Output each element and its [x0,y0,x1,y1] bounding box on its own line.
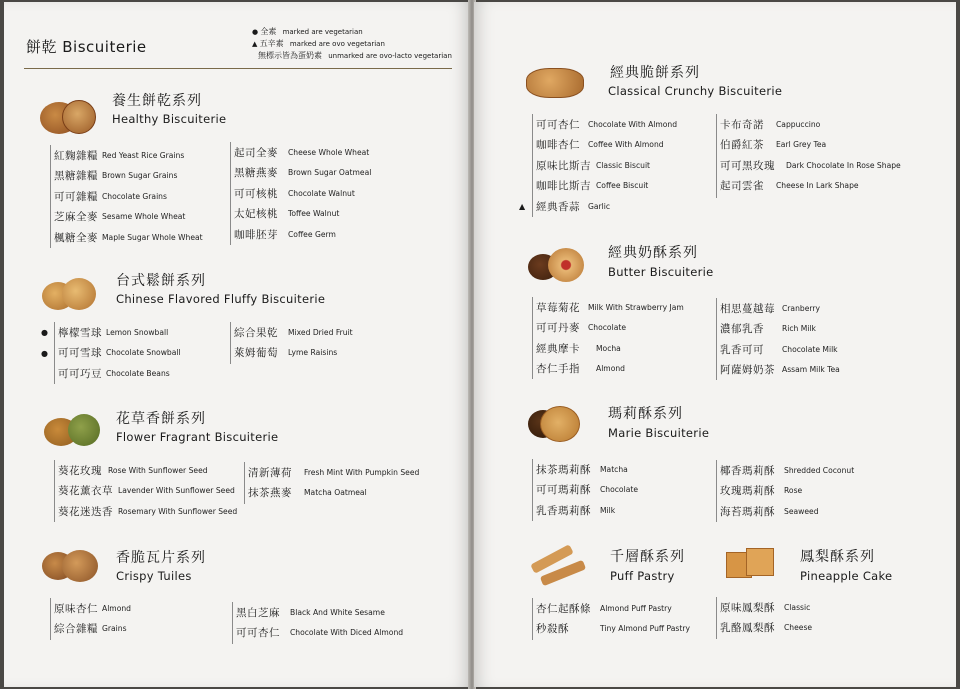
tuiles-list-1 [50,598,131,640]
section-subtitle-marie: Marie Biscuiterie [608,426,710,440]
list-item: 杏仁起酥條 Almond Puff Pastry [536,602,672,615]
list-item: 乳香可可 Chocolate Milk [720,343,838,356]
puff-list [532,598,690,640]
list-item: 阿薩姆奶茶 Assam Milk Tea [720,364,840,377]
list-item: ● 可可雪球 Chocolate Snowball [41,347,181,360]
section-title-marie: 瑪莉酥系列 [608,406,683,422]
list-item: ▲ 經典香蒜 Garlic [519,200,611,213]
list-item: 可可杏仁 Chocolate With Diced Almond [236,627,404,640]
list-item: 海苔瑪莉酥 Seaweed [720,505,819,518]
list-item: 原味比斯吉 Classic Biscuit [536,159,651,172]
list-item: 綜合雜糧 Grains [54,623,127,636]
section-subtitle-puff: Puff Pastry [610,569,675,583]
legend-row-vegetarian: ● 全素 marked are vegetarian [252,27,363,36]
list-item: 抹茶燕麥 Matcha Oatmeal [248,487,367,500]
list-item: 可可雜糧 Chocolate Grains [54,190,167,203]
crunchy-list-1 [519,114,678,217]
list-item: 咖啡杏仁 Coffee With Almond [536,139,664,152]
section-title-butter: 經典奶酥系列 [608,245,698,261]
section-title-crunchy: 經典脆餅系列 [610,65,700,81]
list-item: 可可核桃 Chocolate Walnut [234,187,355,200]
list-item: 萊姆葡萄 Lyme Raisins [234,347,338,360]
section-title-flower: 花草香餅系列 [116,411,206,427]
vegetarian-mark-icon: ● [41,348,48,358]
list-item: 綜合果乾 Mixed Dried Fruit [234,326,353,339]
list-item: 可可丹麥 Chocolate [536,322,626,335]
list-item: 可可瑪莉酥 Chocolate [536,484,638,497]
healthy-list-2 [230,142,371,245]
flower-list-1 [54,460,237,522]
marie-list-1 [532,459,638,521]
list-item: 卡布奇諾 Cappuccino [720,118,821,131]
list-item: ● 檸檬雪球 Lemon Snowball [41,326,169,339]
list-item: 咖啡比斯吉 Coffee Biscuit [536,180,649,193]
fluffy-list-1 [41,322,181,384]
list-item: 草莓菊花 Milk With Strawberry Jam [536,301,684,314]
page-title: 餅乾 Biscuiterie [26,38,147,56]
list-item: 起司全麥 Cheese Whole Wheat [234,146,370,159]
list-item: 芝麻全麥 Sesame Whole Wheat [54,211,186,224]
fluffy-list-2 [230,322,353,364]
section-subtitle-butter: Butter Biscuiterie [608,265,714,279]
healthy-list-1 [50,145,203,248]
section-title-pineapple: 鳳梨酥系列 [800,549,875,565]
list-item: 玫瑰瑪莉酥 Rose [720,485,803,498]
list-item: 經典摩卡 Mocha [536,342,621,355]
list-item: 葵花薰衣草 Lavender With Sunflower Seed [58,485,235,498]
dot-icon: ● [252,28,259,36]
list-item: 黑糖燕麥 Brown Sugar Oatmeal [234,167,372,180]
section-title-fluffy: 台式鬆餅系列 [116,273,206,289]
list-item: 可可黑玫瑰 Dark Chocolate In Rose Shape [720,159,901,172]
left-page [4,2,470,687]
section-subtitle-flower: Flower Fragrant Biscuiterie [116,430,279,444]
list-item: 起司雲雀 Cheese In Lark Shape [720,180,859,193]
section-subtitle-fluffy: Chinese Flavored Fluffy Biscuiterie [116,292,326,306]
list-item: 黑糖雜糧 Brown Sugar Grains [54,170,178,183]
section-title-puff: 千層酥系列 [610,549,685,565]
list-item: 紅麴雜糧 Red Yeast Rice Grains [54,149,185,162]
list-item: 椰香瑪莉酥 Shredded Coconut [720,464,855,477]
pineapple-list [716,597,812,639]
butter-list-2 [716,298,840,380]
section-subtitle-healthy: Healthy Biscuiterie [112,112,227,126]
legend-row-ovo: ▲ 五辛素 marked are ovo vegetarian [252,39,385,48]
list-item: 濃郁乳香 Rich Milk [720,323,816,336]
list-item: 抹茶瑪莉酥 Matcha [536,463,628,476]
legend [252,26,452,62]
list-item: 咖啡胚芽 Coffee Germ [234,228,336,241]
list-item: 伯爵紅茶 Earl Grey Tea [720,139,827,152]
butter-list-1 [532,297,684,379]
vegetarian-mark-icon: ● [41,328,48,337]
section-title-healthy: 養生餅乾系列 [112,93,202,109]
list-item: 葵花玫瑰 Rose With Sunflower Seed [58,464,208,477]
triangle-icon: ▲ [252,40,258,48]
list-item: 可可杏仁 Chocolate With Almond [536,118,678,131]
section-title-tuiles: 香脆瓦片系列 [116,550,206,566]
list-item: 乳酪鳳梨酥 Cheese [720,622,813,635]
header-divider [24,68,452,69]
flower-list-2 [244,462,419,504]
tuiles-list-2 [232,602,403,644]
list-item: 清新薄荷 Fresh Mint With Pumpkin Seed [248,466,420,479]
list-item: 楓糖全麥 Maple Sugar Whole Wheat [54,231,203,244]
list-item: 相思蔓越莓 Cranberry [720,302,820,315]
list-item: 原味杏仁 Almond [54,602,131,615]
section-subtitle-pineapple: Pineapple Cake [800,569,893,583]
list-item: 葵花迷迭香 Rosemary With Sunflower Seed [58,505,238,518]
list-item: 秒殺酥 Tiny Almond Puff Pastry [536,623,690,636]
list-item: 乳香瑪莉酥 Milk [536,504,616,517]
legend-row-ovo-lacto: 無標示皆為蛋奶素 unmarked are ovo-lacto vegetarian [258,51,452,60]
crunchy-list-2 [716,114,901,198]
list-item: 杏仁手指 Almond [536,363,625,376]
marie-list-2 [716,460,854,522]
section-subtitle-crunchy: Classical Crunchy Biscuiterie [608,84,783,98]
list-item: 原味鳳梨酥 Classic [720,601,811,614]
list-item: 黑白芝麻 Black And White Sesame [236,606,385,619]
section-subtitle-tuiles: Crispy Tuiles [116,569,192,583]
list-item: 可可巧豆 Chocolate Beans [58,367,170,380]
ovo-mark-icon: ▲ [519,202,526,211]
right-page [474,2,956,687]
list-item: 太妃核桃 Toffee Walnut [234,208,340,221]
